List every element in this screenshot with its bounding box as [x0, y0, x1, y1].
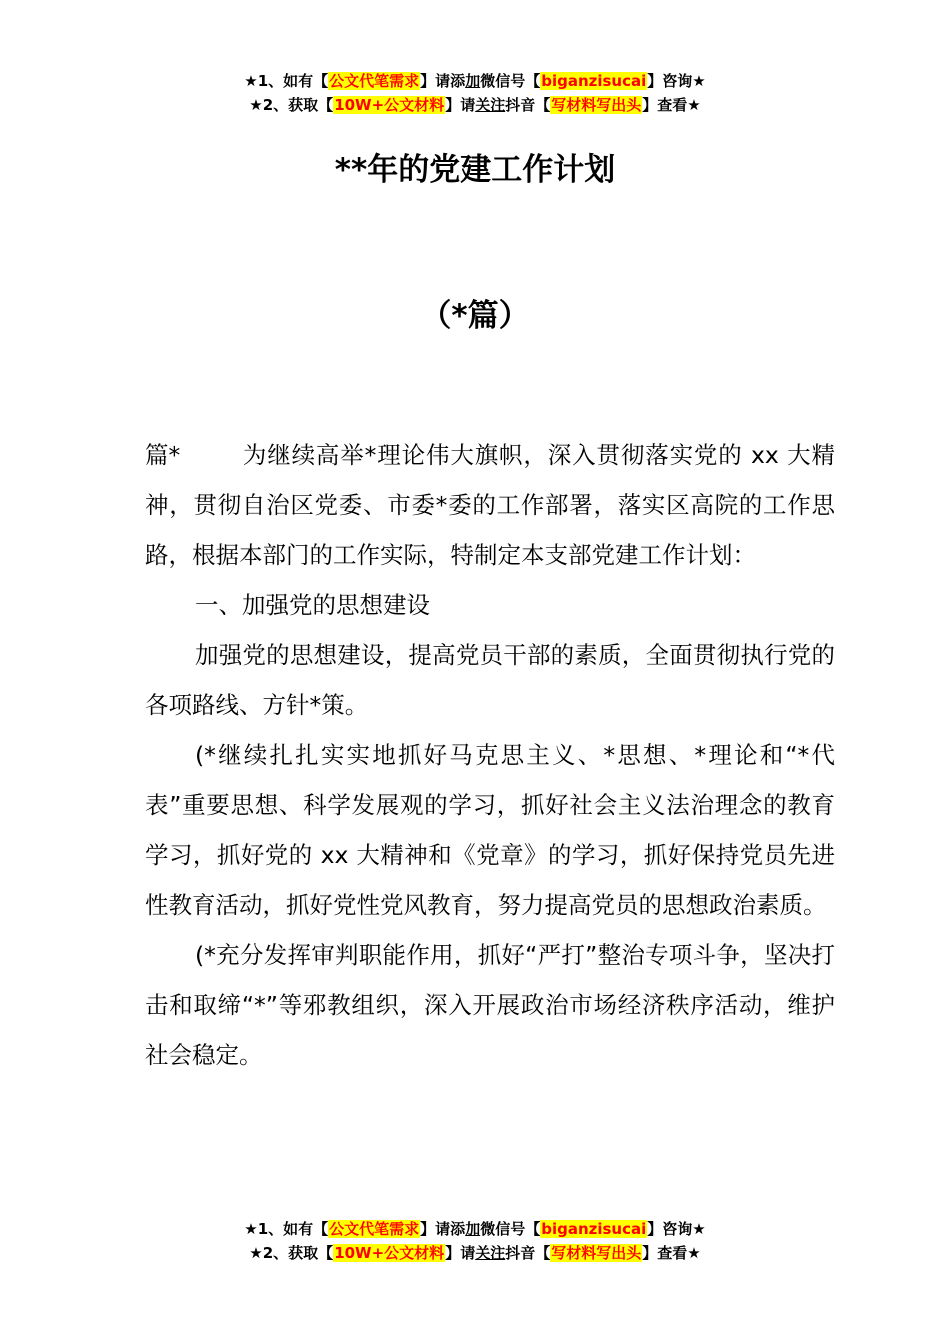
banner-line-2 — [0, 93, 950, 117]
intro-paragraph — [145, 430, 835, 580]
banner-text: 】请 — [445, 1244, 476, 1262]
banner-text: ★1、如有【 — [244, 1220, 329, 1238]
banner-underlined-text: 加 — [465, 1220, 481, 1238]
banner-highlight: 10W+公文材料 — [334, 96, 445, 114]
bottom-banner — [0, 1217, 950, 1265]
intro-head: 篇* — [145, 441, 181, 469]
banner-text: ★1、如有【 — [244, 72, 329, 90]
banner-highlight: 公文代笔需求 — [329, 1220, 420, 1238]
document-body — [145, 430, 835, 1080]
banner-wechat-id: biganzisucai — [541, 72, 647, 90]
banner-line-1 — [0, 69, 950, 93]
banner-text: 微信号【 — [480, 1220, 541, 1238]
intro-text: 为继续高举*理论伟大旗帜，深入贯彻落实党的 xx 大精神，贯彻自治区党委、市委*委的工作部署，落实区高院的工作思路，根据本部门的工作实际，特制定本支部党建工作计划： — [145, 441, 835, 569]
banner-text: 】咨询★ — [647, 1220, 706, 1238]
banner-underlined-text: 加 — [465, 72, 481, 90]
section-heading: 一、加强党的思想建设 — [195, 591, 430, 619]
banner-text: 微信号【 — [480, 72, 541, 90]
body-paragraph: (*继续扎扎实实地抓好马克思主义、*思想、*理论和“*代表”重要思想、科学发展观的学习，抓好社会主义法治理念的教育学习，抓好党的 xx 大精神和《党章》的学习，抓好保持党员先进性教育活动，抓好党性党风教育，努力提高党员的思想政治素质。 — [145, 741, 835, 919]
banner-text: 】查看★ — [642, 96, 701, 114]
document-title: **年的党建工作计划 — [334, 152, 616, 188]
banner-wechat-id: biganzisucai — [541, 1220, 647, 1238]
banner-text: 】请添 — [420, 72, 466, 90]
banner-highlight: 公文代笔需求 — [329, 72, 420, 90]
banner-douyin-id: 写材料写出头 — [551, 96, 642, 114]
banner-text: 抖音【 — [505, 1244, 551, 1262]
top-banner — [0, 69, 950, 117]
banner-text: 抖音【 — [505, 96, 551, 114]
body-paragraph: 加强党的思想建设，提高党员干部的素质，全面贯彻执行党的各项路线、方针*策。 — [145, 641, 835, 719]
document-subtitle: （*篇） — [420, 298, 530, 334]
banner-line-1 — [0, 1217, 950, 1241]
banner-underlined-text: 关注 — [475, 96, 506, 114]
banner-text: 】请添 — [420, 1220, 466, 1238]
banner-text: ★2、获取【 — [249, 1244, 334, 1262]
body-paragraph: (*充分发挥审判职能作用，抓好“严打”整治专项斗争，坚决打击和取缔“*”等邪教组织，深入开展政治市场经济秩序活动，维护社会稳定。 — [145, 941, 835, 1069]
banner-douyin-id: 写材料写出头 — [551, 1244, 642, 1262]
banner-line-2 — [0, 1241, 950, 1265]
banner-text: 】请 — [445, 96, 476, 114]
banner-text: 】咨询★ — [647, 72, 706, 90]
banner-highlight: 10W+公文材料 — [334, 1244, 445, 1262]
banner-text: ★2、获取【 — [249, 96, 334, 114]
banner-text: 】查看★ — [642, 1244, 701, 1262]
banner-underlined-text: 关注 — [475, 1244, 506, 1262]
